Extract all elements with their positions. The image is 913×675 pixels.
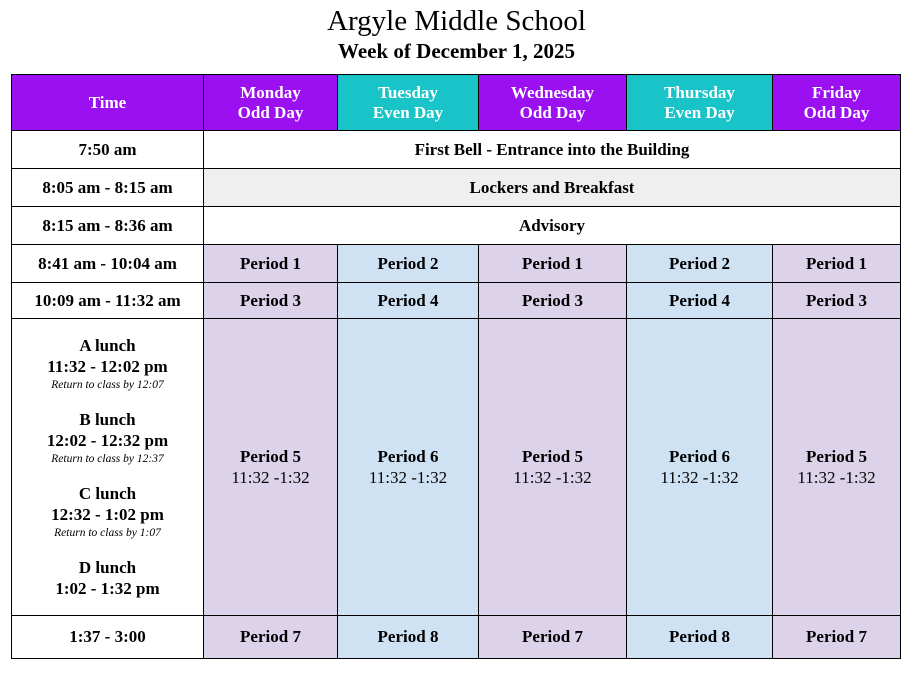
period-cell: Period 2 [338, 245, 479, 283]
period-cell: Period 4 [627, 283, 773, 319]
period-cell [773, 319, 901, 616]
header-day-type: Even Day [664, 102, 735, 122]
period-label: Period 6 [377, 447, 439, 466]
header-time: Time [12, 75, 204, 131]
header-day-type: Even Day [372, 102, 444, 122]
lunch-note: Return to class by 12:37 [51, 453, 164, 465]
lunch-times-cell [12, 319, 204, 616]
lunch-name: D lunch [78, 558, 137, 577]
lunch-name: C lunch [78, 484, 137, 503]
period-cell: Period 8 [627, 616, 773, 659]
page-subtitle: Week of December 1, 2025 [338, 39, 575, 63]
period-cell: Period 8 [338, 616, 479, 659]
lunch-block-d [12, 557, 203, 599]
period-label: Period 6 [669, 447, 730, 466]
header-day-type: Odd Day [519, 102, 586, 122]
table-row [12, 131, 901, 169]
header-row [12, 75, 901, 131]
header-monday [204, 75, 338, 131]
lunch-block-a [12, 335, 203, 393]
period-cell: Period 7 [773, 616, 901, 659]
period-time: 11:32 -1:32 [797, 468, 876, 487]
period-time: 11:32 -1:32 [231, 468, 310, 487]
time-cell: 1:37 - 3:00 [12, 616, 204, 659]
lunch-time: 12:02 - 12:32 pm [46, 431, 169, 450]
period-time: 11:32 -1:32 [368, 468, 448, 487]
table-row [12, 169, 901, 207]
period-time: 11:32 -1:32 [660, 468, 739, 487]
lunch-block-b [12, 409, 203, 467]
header-day-label: Wednesday [510, 82, 595, 102]
page-title: Argyle Middle School [327, 5, 586, 37]
header-tuesday [338, 75, 479, 131]
time-cell: 7:50 am [12, 131, 204, 169]
header-day-label: Tuesday [378, 82, 438, 102]
header-friday [773, 75, 901, 131]
lunch-note: Return to class by 1:07 [54, 527, 161, 539]
lunch-name: B lunch [79, 410, 136, 429]
header-day-type: Odd Day [237, 102, 304, 122]
lunch-name: A lunch [79, 336, 136, 355]
table-row [12, 207, 901, 245]
header-wednesday [479, 75, 627, 131]
header-day-label: Monday [240, 82, 301, 102]
period-label: Period 5 [522, 447, 583, 466]
table-row [12, 616, 901, 659]
time-cell: 8:41 am - 10:04 am [12, 245, 204, 283]
header-day-type: Odd Day [803, 102, 870, 122]
period-cell: Period 1 [479, 245, 627, 283]
period-cell: Period 1 [773, 245, 901, 283]
table-row [12, 283, 901, 319]
lunch-time: 12:32 - 1:02 pm [51, 505, 164, 524]
period-time: 11:32 -1:32 [513, 468, 592, 487]
period-cell [627, 319, 773, 616]
time-cell: 8:15 am - 8:36 am [12, 207, 204, 245]
period-label: Period 5 [806, 447, 867, 466]
lunch-note: Return to class by 12:07 [51, 379, 164, 391]
period-cell: Period 3 [479, 283, 627, 319]
schedule-table [11, 74, 901, 659]
period-cell [479, 319, 627, 616]
lunch-time: 1:02 - 1:32 pm [55, 579, 160, 598]
lunch-row [12, 319, 901, 616]
period-cell: Period 1 [204, 245, 338, 283]
header-day-label: Friday [811, 82, 862, 102]
header-thursday [627, 75, 773, 131]
first-bell-cell: First Bell - Entrance into the Building [204, 131, 901, 169]
period-cell: Period 3 [773, 283, 901, 319]
period-cell: Period 2 [627, 245, 773, 283]
lunch-block-c [12, 483, 203, 541]
lockers-cell: Lockers and Breakfast [204, 169, 901, 207]
period-label: Period 5 [240, 447, 301, 466]
header-day-label: Thursday [664, 82, 735, 102]
period-cell [338, 319, 479, 616]
period-cell: Period 7 [479, 616, 627, 659]
time-cell: 10:09 am - 11:32 am [12, 283, 204, 319]
period-cell [204, 319, 338, 616]
table-row [12, 245, 901, 283]
period-cell: Period 3 [204, 283, 338, 319]
lunch-time: 11:32 - 12:02 pm [47, 357, 168, 376]
period-cell: Period 7 [204, 616, 338, 659]
advisory-cell: Advisory [204, 207, 901, 245]
period-cell: Period 4 [338, 283, 479, 319]
time-cell: 8:05 am - 8:15 am [12, 169, 204, 207]
